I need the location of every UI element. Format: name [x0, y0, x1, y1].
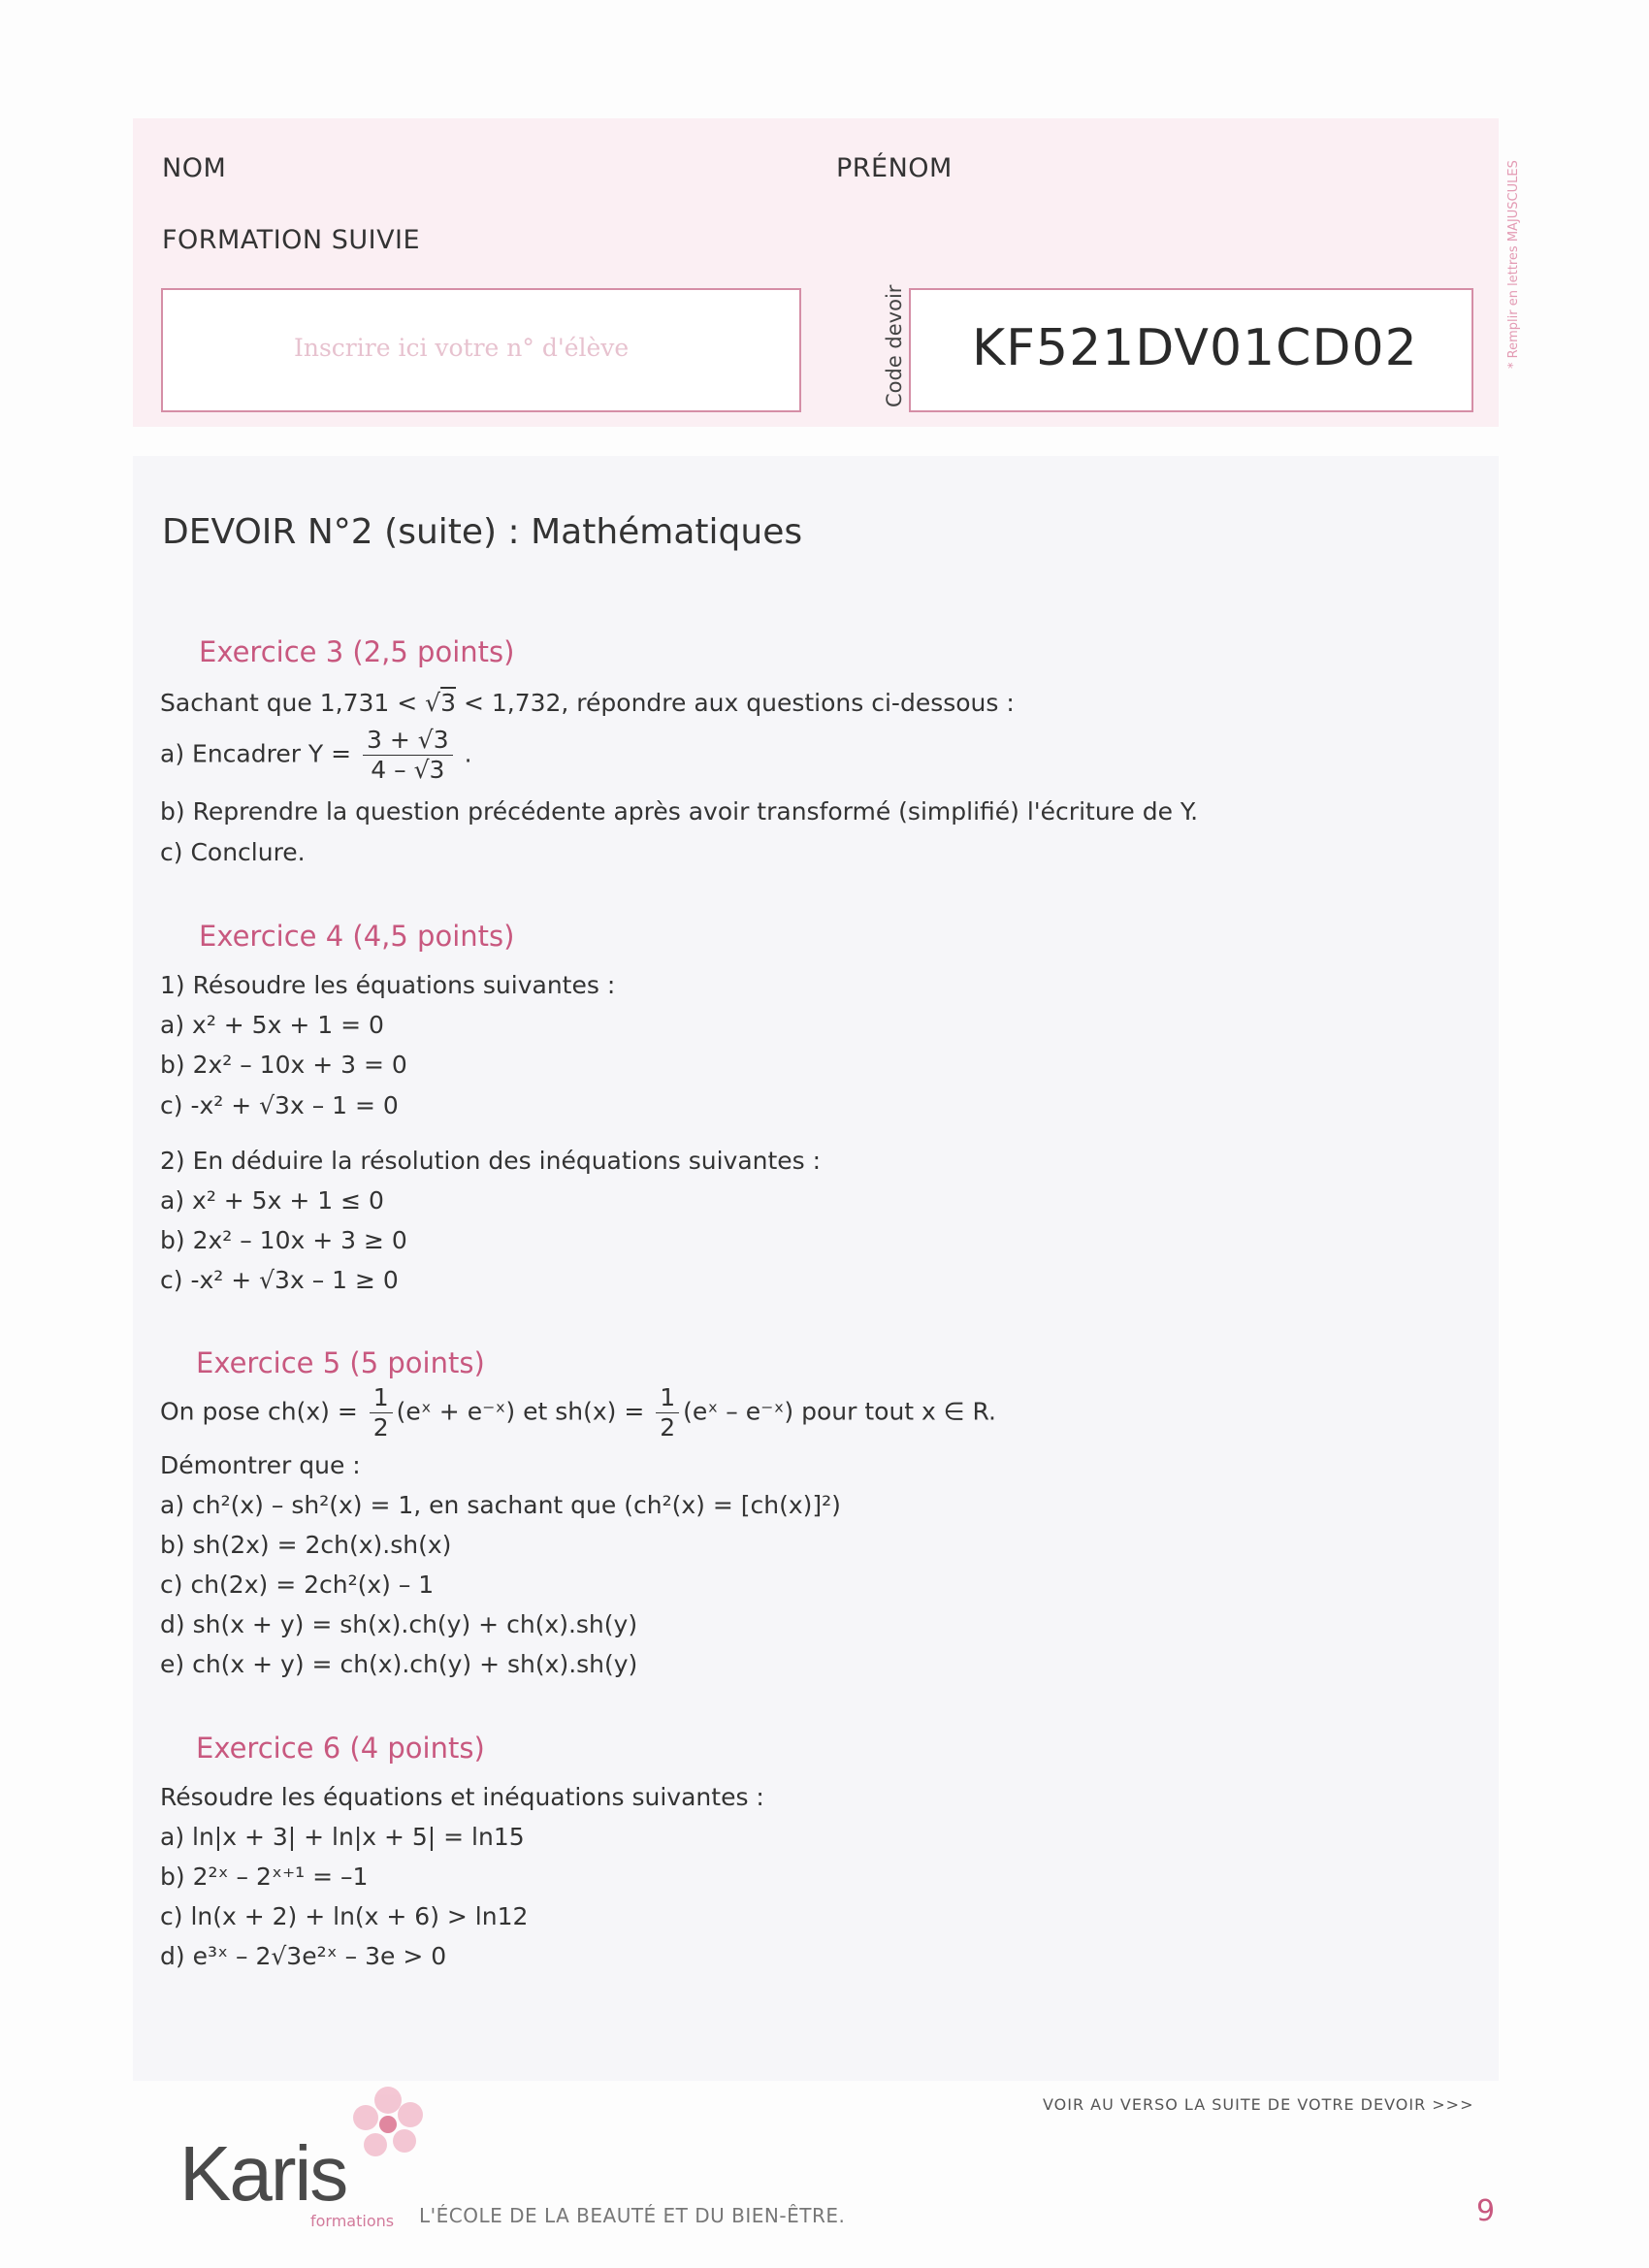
- ex5-half-1: $\frac{1}{2}$: [370, 1383, 393, 1442]
- side-note: * Remplir en lettres MAJUSCULES: [1506, 160, 1521, 369]
- student-number-placeholder: Inscrire ici votre n° d'élève: [294, 334, 630, 362]
- prenom-label: PRÉNOM: [836, 153, 953, 183]
- ex6-c: c) ln(x + 2) + ln(x + 6) > ln12: [160, 1902, 529, 1930]
- ex3-intro: Sachant que 1,731 < √3 < 1,732, répondre aux questions ci-dessous :: [160, 689, 1015, 717]
- ex5-definition: On pose ch(x) = $\frac{1}{2}$ (eˣ + e⁻ˣ) et sh(x) = $\frac{1}{2}$ (eˣ – e⁻ˣ) pour tout x ∈ R.: [160, 1383, 996, 1442]
- ex5-half-2: $\frac{1}{2}$: [656, 1383, 679, 1442]
- ex4-q2a: a) x² + 5x + 1 ≤ 0: [160, 1186, 384, 1215]
- ex3-a: a) Encadrer Y = $\frac{3 + √3}{4 - √3}$ .: [160, 726, 472, 784]
- formation-label: FORMATION SUIVIE: [162, 225, 421, 255]
- ex5-title: Exercice 5 (5 points): [196, 1346, 485, 1379]
- karis-logo-sub: formations: [310, 2212, 395, 2230]
- ex4-q2: 2) En déduire la résolution des inéquations suivantes :: [160, 1147, 822, 1175]
- ex5-intro: Démontrer que :: [160, 1451, 361, 1479]
- ex6-intro: Résoudre les équations et inéquations suivantes :: [160, 1783, 764, 1811]
- ex4-q1c: c) -x² + √3x – 1 = 0: [160, 1091, 399, 1119]
- ex6-a: a) ln|x + 3| + ln|x + 5| = ln15: [160, 1823, 525, 1851]
- ex5-b: b) sh(2x) = 2ch(x).sh(x): [160, 1531, 452, 1559]
- ex5-a: a) ch²(x) – sh²(x) = 1, en sachant que (ch²(x) = [ch(x)]²): [160, 1491, 841, 1519]
- ex4-q1b: b) 2x² – 10x + 3 = 0: [160, 1051, 407, 1079]
- ex6-b: b) 2²ˣ – 2ˣ⁺¹ = –1: [160, 1863, 369, 1891]
- ex5-e: e) ch(x + y) = ch(x).ch(y) + sh(x).sh(y): [160, 1650, 638, 1678]
- ex4-title: Exercice 4 (4,5 points): [199, 920, 515, 953]
- tagline: L'ÉCOLE DE LA BEAUTÉ ET DU BIEN-ÊTRE.: [419, 2204, 846, 2227]
- ex4-q1a: a) x² + 5x + 1 = 0: [160, 1011, 384, 1039]
- ex4-q2b: b) 2x² – 10x + 3 ≥ 0: [160, 1226, 407, 1254]
- ex4-q2c: c) -x² + √3x – 1 ≥ 0: [160, 1266, 399, 1294]
- code-devoir-box: [909, 288, 1473, 412]
- ex5-c: c) ch(2x) = 2ch²(x) – 1: [160, 1571, 435, 1599]
- nom-label: NOM: [162, 153, 227, 183]
- verso-note: VOIR AU VERSO LA SUITE DE VOTRE DEVOIR >>>: [1043, 2095, 1474, 2114]
- karis-logo: Karis: [179, 2130, 347, 2217]
- ex3-title: Exercice 3 (2,5 points): [199, 635, 515, 668]
- ex5-d: d) sh(x + y) = sh(x).ch(y) + ch(x).sh(y): [160, 1610, 638, 1638]
- code-devoir-label: Code devoir: [883, 284, 906, 407]
- ex6-title: Exercice 6 (4 points): [196, 1732, 485, 1765]
- ex4-q1: 1) Résoudre les équations suivantes :: [160, 971, 616, 999]
- page-number: 9: [1476, 2194, 1496, 2228]
- ex3-c: c) Conclure.: [160, 838, 306, 866]
- page-title: DEVOIR N°2 (suite) : Mathématiques: [162, 512, 803, 552]
- ex3-b: b) Reprendre la question précédente après avoir transformé (simplifié) l'écriture de Y.: [160, 797, 1199, 826]
- ex3-fraction: $\frac{3 + √3}{4 - √3}$: [363, 726, 453, 785]
- student-number-field[interactable]: [161, 288, 801, 412]
- ex6-d: d) e³ˣ – 2√3e²ˣ – 3e > 0: [160, 1942, 447, 1970]
- flower-icon: [335, 2071, 441, 2178]
- code-devoir-value: KF521DV01CD02: [972, 319, 1418, 377]
